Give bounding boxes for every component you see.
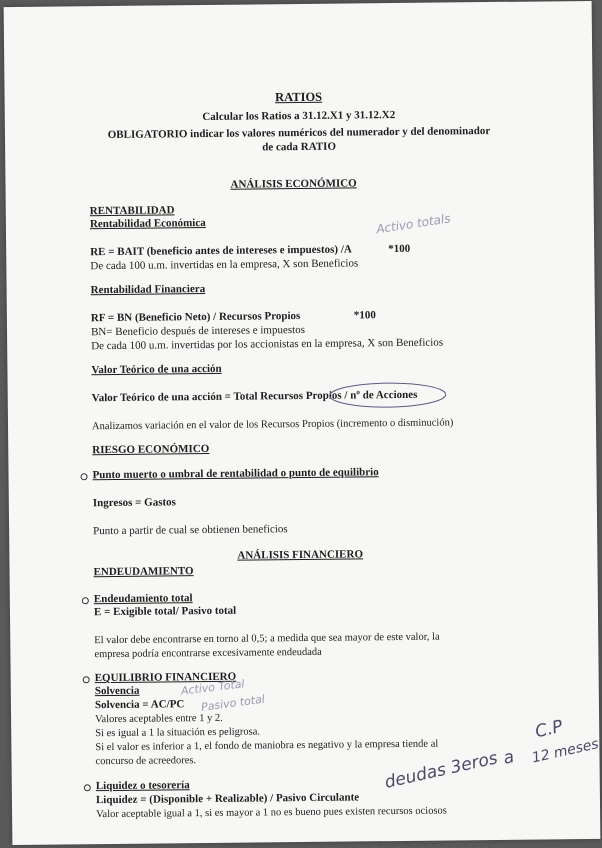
handwritten-activo-total: Activo Total bbox=[180, 677, 246, 698]
section-financial-analysis: ANÁLISIS FINANCIERO bbox=[237, 548, 364, 562]
bullet-icon bbox=[82, 597, 89, 604]
heading-rentabilidad-economica: Rentabilidad Económica bbox=[89, 216, 206, 231]
bullet-icon bbox=[84, 784, 91, 791]
solvencia-description-4: concurso de acreedores. bbox=[95, 755, 197, 768]
bullet-icon bbox=[81, 473, 88, 480]
heading-solvencia: Solvencia bbox=[94, 684, 140, 698]
bullet-icon bbox=[83, 676, 90, 683]
pm-formula: Ingresos = Gastos bbox=[92, 496, 176, 510]
bn-description: BN= Beneficio después de intereses e impuestos bbox=[90, 323, 306, 339]
end-description-2: empresa podría encontrarse excesivamente endeudada bbox=[94, 646, 322, 661]
pm-description: Punto a partir de cual se obtienen beneficios bbox=[93, 523, 288, 538]
end-description-1: El valor debe encontrarse en torno al 0,5; a medida que sea mayor de este valor, la bbox=[94, 631, 440, 647]
handwritten-cp: C.P bbox=[533, 716, 565, 743]
liquidez-formula: Liquidez = (Disponible + Realizable) / Pasivo Circulante bbox=[95, 791, 360, 807]
liquidez-description: Valor aceptable igual a 1, si es mayor a 1 no es bueno pues existen recursos ociosos bbox=[96, 805, 447, 821]
handwritten-a: a bbox=[501, 746, 516, 769]
solvencia-description-2: Si es igual a 1 la situación es peligrosa. bbox=[95, 726, 261, 740]
handwritten-ellipse bbox=[328, 379, 448, 410]
document-page bbox=[4, 1, 601, 845]
heading-equilibrio-financiero: EQUILIBRIO FINANCIERO bbox=[94, 670, 237, 685]
solvencia-description-1: Valores aceptables entre 1 y 2. bbox=[95, 712, 223, 726]
vt-description: Analizamos variación en el valor de los Recursos Propios (incremento o disminución) bbox=[91, 417, 454, 433]
instruction-line-2: de cada RATIO bbox=[262, 140, 337, 154]
subtitle: Calcular los Ratios a 31.12.X1 y 31.12.X2 bbox=[202, 109, 396, 124]
vt-formula: Valor Teórico de una acción = Total Recursos Propios / nº de Acciones bbox=[91, 388, 418, 405]
heading-endeudamiento-total: Endeudamiento total bbox=[93, 592, 193, 606]
handwritten-meses: 12 meses bbox=[530, 736, 601, 767]
solvencia-description-3: Si el valor es inferior a 1, el fondo de maniobra es negativo y la empresa tiende al bbox=[95, 738, 439, 754]
heading-riesgo-economico: RIESGO ECONÓMICO bbox=[92, 442, 210, 457]
heading-rentabilidad: RENTABILIDAD bbox=[89, 204, 175, 218]
rf-factor: *100 bbox=[353, 309, 376, 322]
handwritten-deudas: deudas 3eros bbox=[382, 748, 500, 793]
solvencia-formula: Solvencia = AC/PC bbox=[94, 698, 185, 712]
section-economic-analysis: ANÁLISIS ECONÓMICO bbox=[230, 177, 357, 191]
handwritten-pasivo-total: Pasivo total bbox=[200, 692, 266, 714]
heading-valor-teorico: Valor Teórico de una acción bbox=[91, 362, 222, 377]
page-title: RATIOS bbox=[274, 89, 323, 105]
heading-punto-muerto: Punto muerto o umbral de rentabilidad o punto de equilibrio bbox=[92, 466, 379, 482]
rf-description: De cada 100 u.m. invertidas por los accionistas en la empresa, X son Beneficios bbox=[91, 336, 444, 353]
handwritten-activo-totals: Activo totals bbox=[375, 211, 452, 237]
heading-endeudamiento: ENDEUDAMIENTO bbox=[93, 565, 194, 579]
instruction-line-1: OBLIGATORIO indicar los valores numéricos del numerador y del denominador bbox=[107, 125, 491, 142]
heading-liquidez: Liquidez o tesorería bbox=[95, 779, 190, 793]
heading-rentabilidad-financiera: Rentabilidad Financiera bbox=[90, 283, 206, 297]
re-description: De cada 100 u.m. invertidas en la empresa, X son Beneficios bbox=[90, 257, 359, 273]
rf-formula: RF = BN (Beneficio Neto) / Recursos Propios bbox=[90, 310, 301, 325]
re-formula: RE = BAIT (beneficio antes de intereses e impuestos) /A bbox=[90, 243, 352, 259]
re-factor: *100 bbox=[388, 242, 411, 256]
end-formula: E = Exigible total/ Pasivo total bbox=[93, 604, 237, 619]
